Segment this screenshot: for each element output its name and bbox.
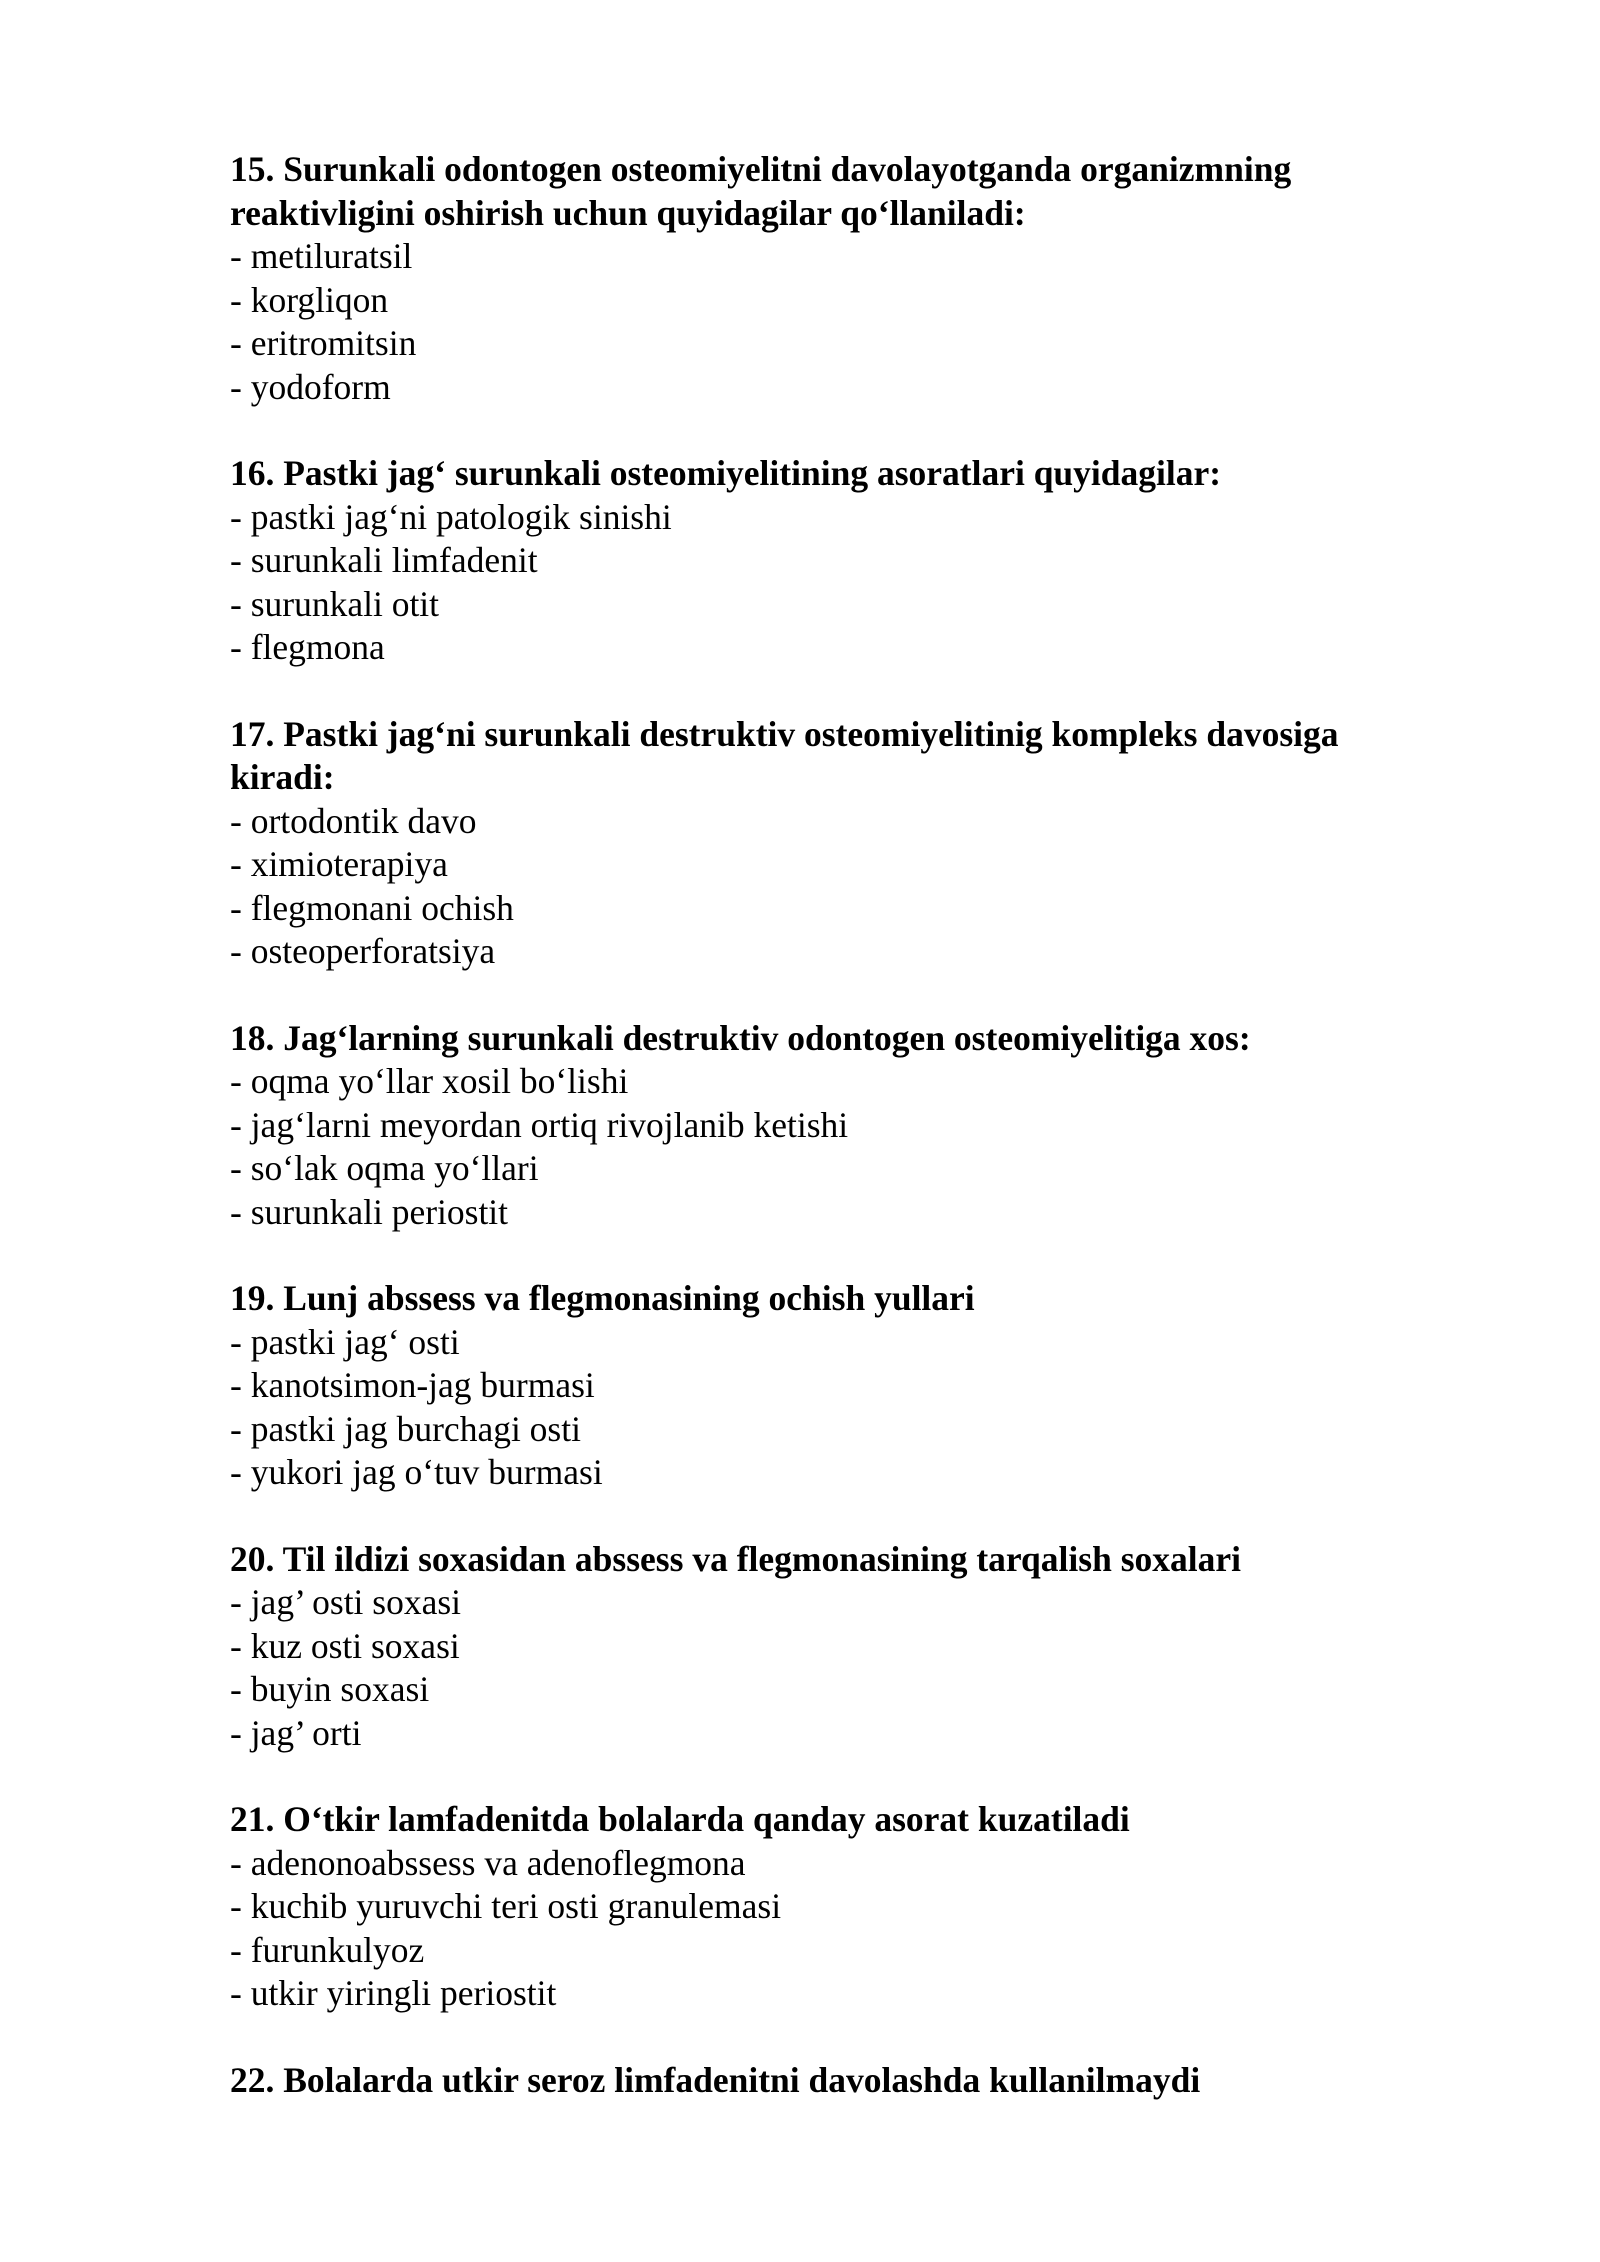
answer-option: - flegmona (230, 627, 385, 667)
answer-option: - korgliqon (230, 279, 389, 320)
question-20 (230, 1538, 1470, 1756)
question-16 (230, 452, 1470, 670)
question-title (230, 452, 1470, 496)
answer-options (230, 235, 1470, 409)
answer-option: - pastki jag‘ni patologik sinishi (230, 496, 672, 537)
question-title-line: 17. Pastki jag‘ni surunkali destruktiv osteomiyelitinig kompleks davosiga (230, 713, 1339, 754)
answer-option: - osteoperforatsiya (230, 931, 496, 971)
question-title (230, 2059, 1470, 2103)
answer-options (230, 800, 1470, 974)
question-title (230, 148, 1470, 235)
answer-options (230, 1581, 1470, 1755)
question-title (230, 1017, 1470, 1061)
question-list (230, 148, 1470, 2145)
question-title-line: 19. Lunj abssess va flegmonasining ochish yullari (230, 1278, 975, 1318)
answer-option: - metiluratsil (230, 236, 413, 276)
answer-option: - kuchib yuruvchi teri osti granulemasi (230, 1886, 782, 1926)
answer-option: - jag’ orti (230, 1712, 362, 1753)
answer-option: - ximioterapiya (230, 844, 448, 884)
question-title-line: 16. Pastki jag‘ surunkali osteomiyelitining asoratlari quyidagilar: (230, 453, 1222, 493)
answer-option: - yodoform (230, 366, 391, 407)
question-22 (230, 2059, 1470, 2103)
answer-option: - jag’ osti soxasi (230, 1582, 462, 1622)
question-title (230, 1277, 1470, 1321)
question-title-line: 15. Surunkali odontogen osteomiyelitni davolayotganda organizmning (230, 149, 1292, 189)
answer-option: - yukori jag o‘tuv burmasi (230, 1452, 603, 1492)
question-title-line: kiradi: (230, 757, 335, 797)
answer-options (230, 496, 1470, 670)
answer-option: - surunkali periostit (230, 1191, 509, 1232)
question-title-line: 20. Til ildizi soxasidan abssess va flegmonasining tarqalish soxalari (230, 1538, 1241, 1579)
question-21 (230, 1798, 1470, 2016)
question-title-line: 22. Bolalarda utkir seroz limfadenitni davolashda kullanilmaydi (230, 2059, 1201, 2100)
question-19 (230, 1277, 1470, 1495)
answer-option: - oqma yo‘llar xosil bo‘lishi (230, 1061, 629, 1101)
question-17 (230, 713, 1470, 974)
answer-option: - pastki jag burchagi osti (230, 1408, 581, 1449)
answer-option: - jag‘larni meyordan ortiq rivojlanib ketishi (230, 1104, 849, 1145)
answer-option: - ortodontik davo (230, 800, 477, 841)
question-title (230, 1538, 1470, 1582)
question-title-line: reaktivligini oshirish uchun quyidagilar qo‘llaniladi: (230, 192, 1026, 233)
answer-option: - so‘lak oqma yo‘llari (230, 1148, 539, 1188)
question-15 (230, 148, 1470, 409)
answer-option: - kanotsimon-jag burmasi (230, 1365, 595, 1405)
question-18 (230, 1017, 1470, 1235)
answer-option: - pastki jag‘ osti (230, 1321, 460, 1362)
answer-options (230, 1321, 1470, 1495)
answer-option: - eritromitsin (230, 323, 417, 363)
answer-options (230, 1060, 1470, 1234)
answer-options (230, 1842, 1470, 2016)
answer-option: - adenonoabssess va adenoflegmona (230, 1842, 746, 1883)
answer-option: - buyin soxasi (230, 1669, 430, 1709)
answer-option: - kuz osti soxasi (230, 1625, 460, 1666)
answer-option: - surunkali otit (230, 583, 440, 624)
answer-option: - flegmonani ochish (230, 887, 514, 928)
answer-option: - furunkulyoz (230, 1929, 425, 1970)
question-title (230, 1798, 1470, 1842)
question-title-line: 21. O‘tkir lamfadenitda bolalarda qanday asorat kuzatiladi (230, 1799, 1130, 1839)
answer-option: - surunkali limfadenit (230, 540, 538, 580)
question-title-line: 18. Jag‘larning surunkali destruktiv odontogen osteomiyelitiga xos: (230, 1017, 1251, 1058)
answer-option: - utkir yiringli periostit (230, 1973, 557, 2013)
question-title (230, 713, 1470, 800)
